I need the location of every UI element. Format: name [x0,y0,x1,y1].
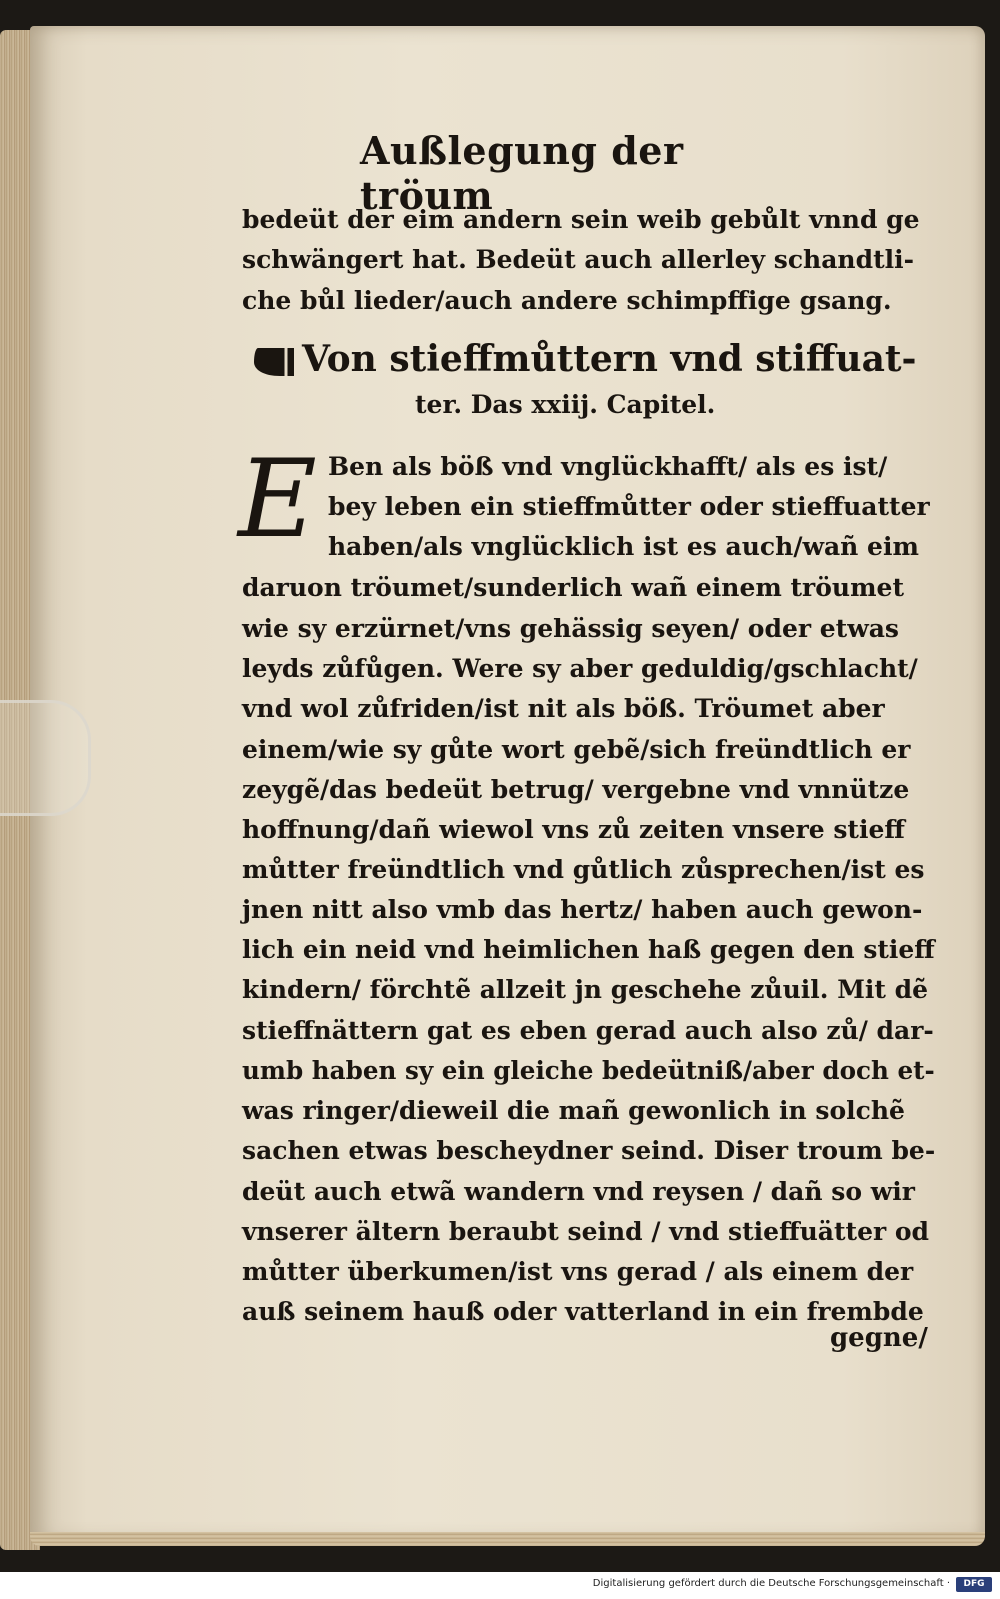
digitization-footer [0,1572,1000,1599]
initial-letter: E [238,437,317,562]
text-line: sachen etwas bescheydner seind. Diser troum be- [242,1136,936,1165]
text-line: wie sy erzürnet/vns gehässig seyen/ oder etwas [242,614,899,643]
text-line: vnd wol zůfriden/ist nit als böß. Tröumet aber [242,694,885,723]
text-line: schwängert hat. Bedeüt auch allerley schandtli- [242,245,914,274]
chapter-heading-text: Von stieffmůttern vnd stiffuat- [302,338,917,380]
page-clip [0,700,91,816]
text-line: kindern/ förchtẽ allzeit jn geschehe zůuil. Mit dẽ [242,975,928,1004]
text-line: einem/wie sy gůte wort gebẽ/sich freündtlich er [242,735,911,764]
dfg-logo: DFG [956,1577,992,1592]
text-line: stieffnättern gat es eben gerad auch also zů/ dar- [242,1016,934,1045]
text-line: daruon tröumet/sunderlich wañ einem tröumet [242,573,904,602]
text-line: hoffnung/dañ wiewol vns zů zeiten vnsere stieff [242,815,905,844]
book-bottom-edge [30,1532,985,1546]
text-line: zeygẽ/das bedeüt betrug/ vergebne vnd vnnütze [242,775,910,804]
text-line: auß seinem hauß oder vatterland in ein frembde [242,1297,924,1326]
text-line: jnen nitt also vmb das hertz/ haben auch gewon- [242,895,923,924]
text-line: che bůl lieder/auch andere schimpffige gsang. [242,286,892,315]
text-line: haben/als vnglücklich ist es auch/wañ eim [328,532,919,561]
text-line: můtter überkumen/ist vns gerad / als einem der [242,1257,914,1286]
text-line: lich ein neid vnd heimlichen haß gegen den stieff [242,935,935,964]
text-line: deüt auch etwã wandern vnd reysen / dañ so wir [242,1177,915,1206]
catchword: gegne/ [830,1323,928,1353]
chapter-heading [250,338,916,380]
text-line: umb haben sy ein gleiche bedeütniß/aber doch et- [242,1056,935,1085]
paragraph-mark-icon [250,344,296,380]
text-line: Ben als böß vnd vnglückhafft/ als es ist/ [328,452,888,481]
text-line: leyds zůfůgen. Were sy aber geduldig/gschlacht/ [242,654,918,683]
footer-credit: Digitalisierung gefördert durch die Deutsche Forschungsgemeinschaft · [592,1578,950,1589]
text-line: bey leben ein stieffmůtter oder stieffuatter [328,492,930,521]
text-line: was ringer/dieweil die mañ gewonlich in solchẽ [242,1096,905,1125]
chapter-subheading: ter. Das xxiij. Capitel. [415,390,716,419]
text-line: můtter freündtlich vnd gůtlich zůsprechen/ist es [242,855,925,884]
text-line: vnserer ältern beraubt seind / vnd stieffuätter od [242,1217,930,1246]
running-head: Außlegung der tröum [360,128,684,218]
text-line: bedeüt der eim andern sein weib gebůlt vnnd ge [242,205,920,234]
